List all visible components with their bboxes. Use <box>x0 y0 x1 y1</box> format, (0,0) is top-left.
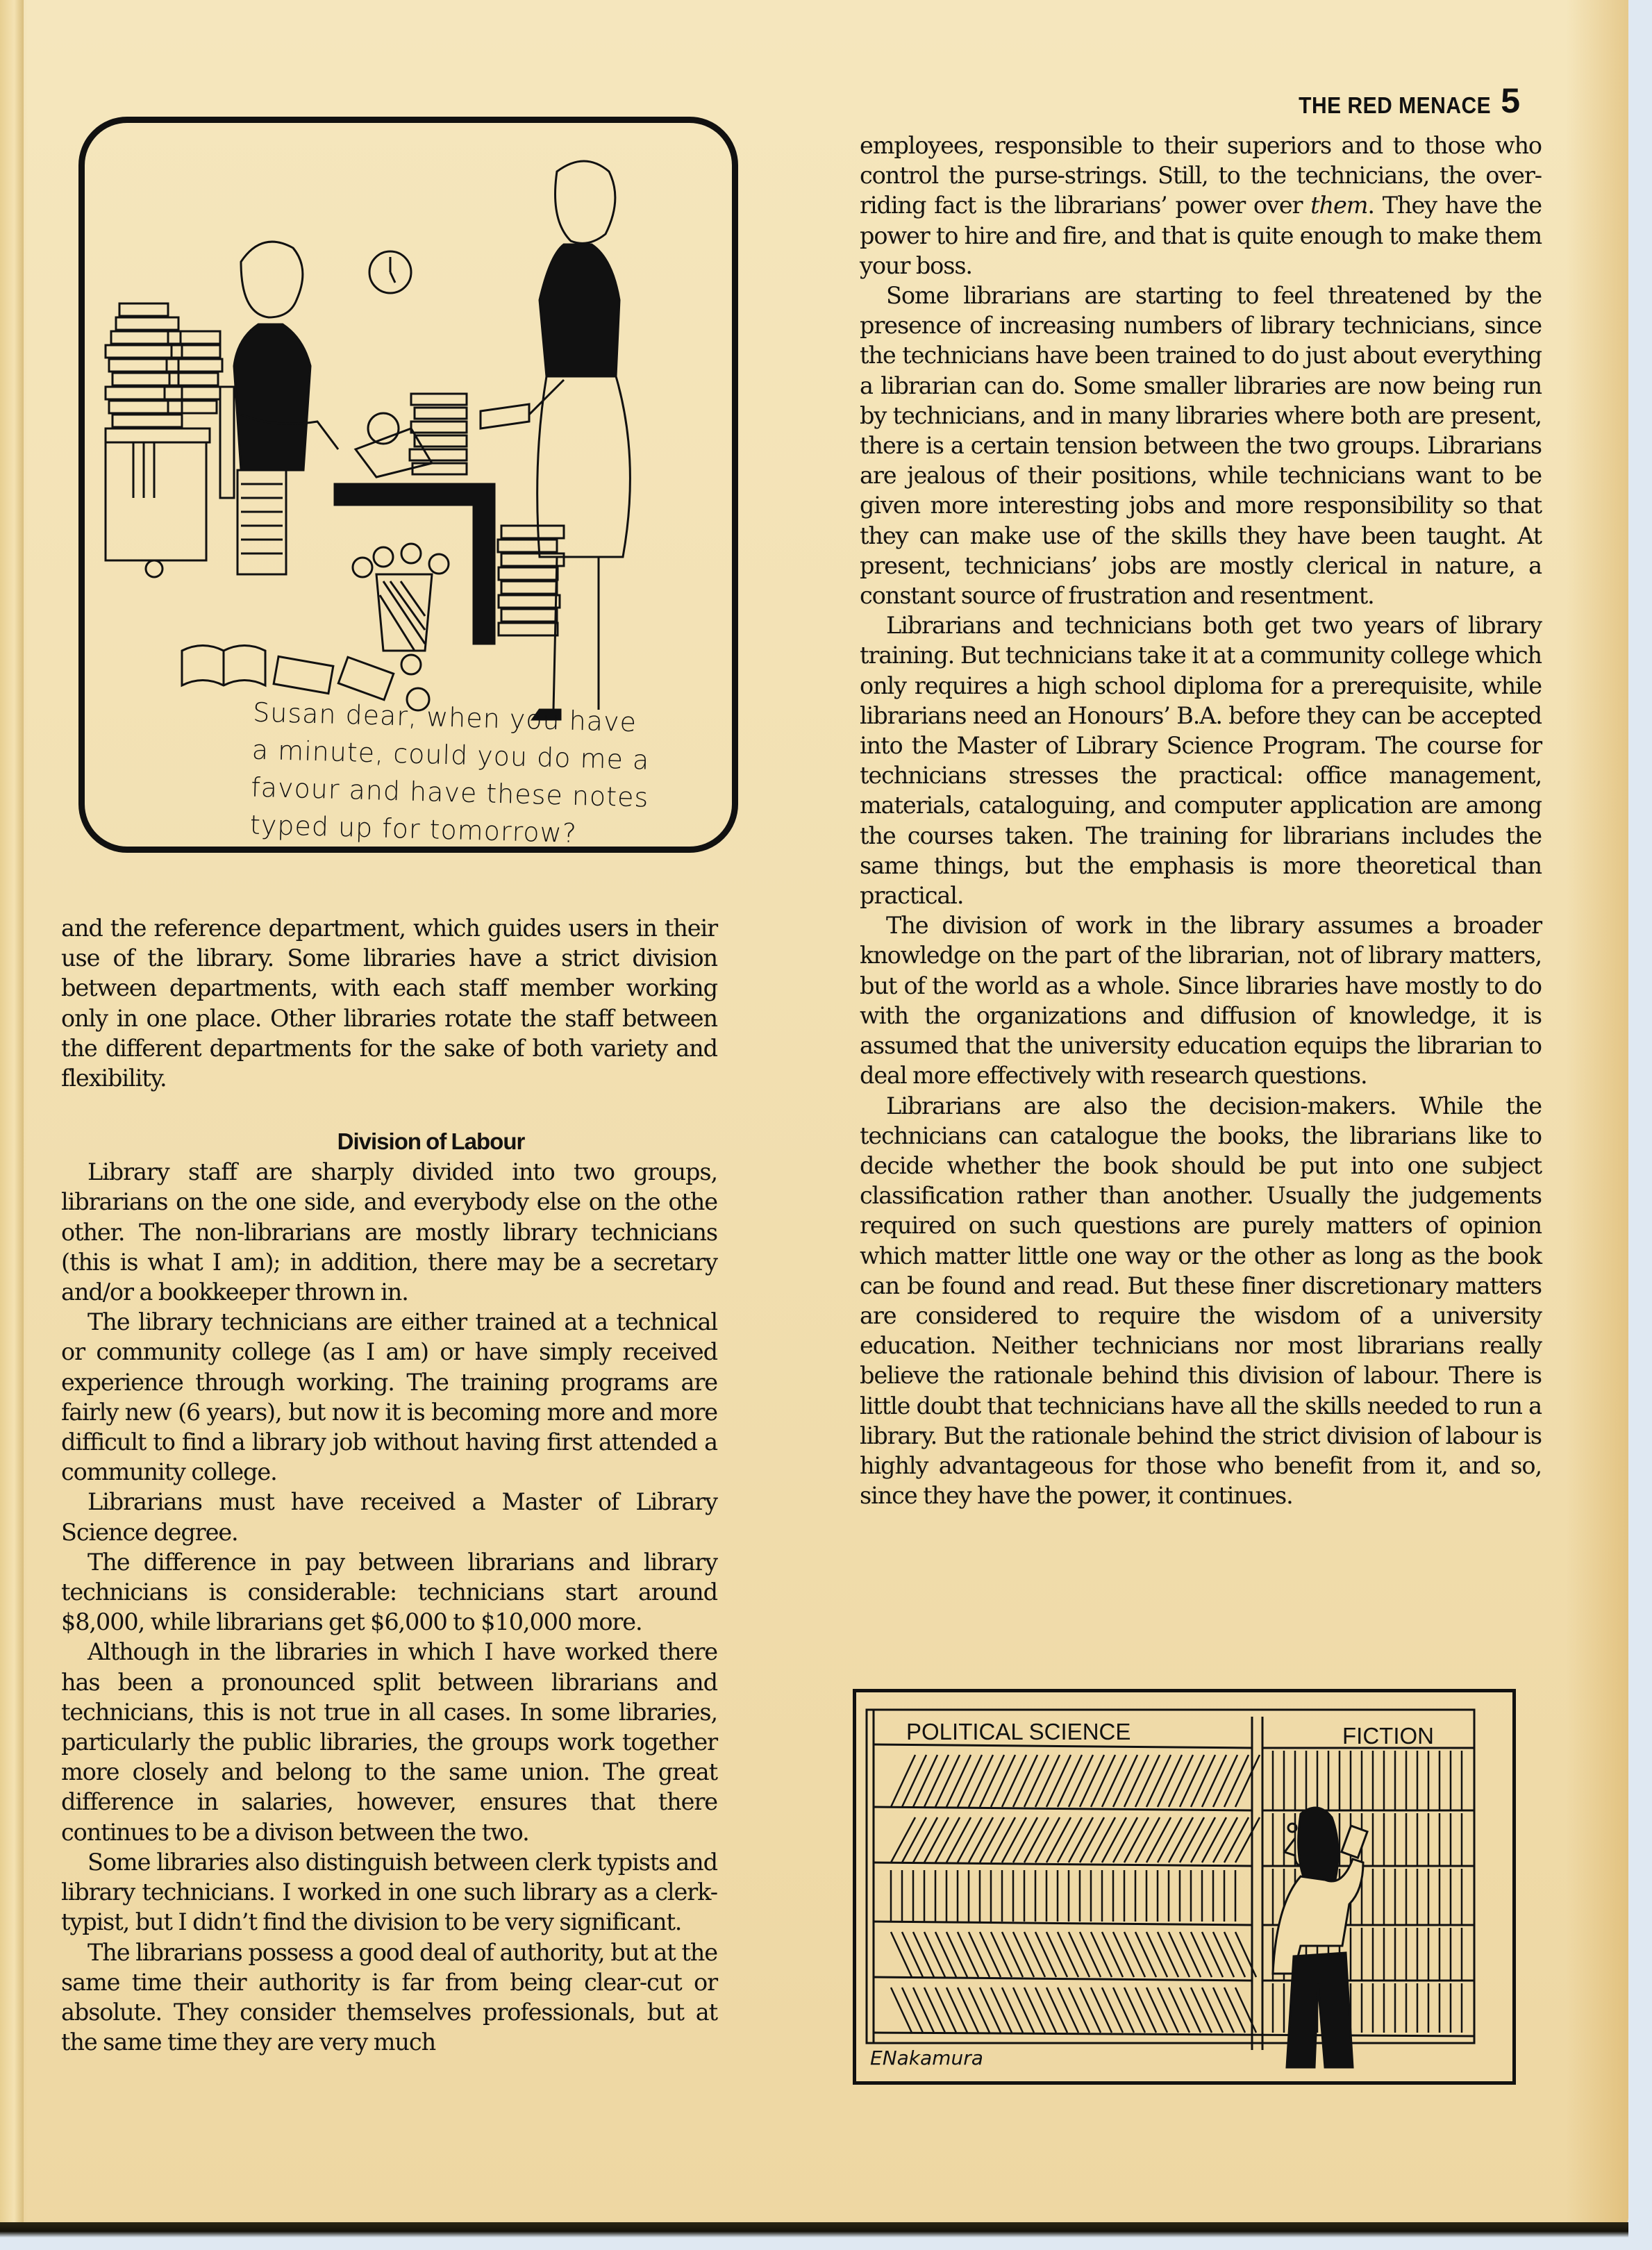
book-spine <box>891 1755 915 1807</box>
book-spine <box>924 1755 949 1807</box>
book-spine <box>935 1755 960 1807</box>
book-spines <box>891 1751 1462 2033</box>
book-spine <box>1191 1755 1215 1807</box>
book-spine <box>1091 1932 1112 1977</box>
book-spine <box>913 1817 937 1862</box>
book-spine <box>935 1988 956 2033</box>
article-column-right <box>860 131 1542 1510</box>
book-spine <box>1024 1817 1049 1862</box>
book-spine <box>1135 1932 1156 1977</box>
text-run: employees, responsible to their superiors and to those who control the purse-strings. Still, to the technicians, the over-riding fact is the librarians’ power over <box>860 132 1542 219</box>
book-spine <box>1102 1755 1126 1807</box>
book-spine <box>1124 1932 1145 1977</box>
book-spine <box>1080 1932 1101 1977</box>
article-paragraph: Some libraries also distinguish between clerk typists and library technicians. I worked in one such library as a clerk-typist, but I didn’t find the division to be very significant. <box>61 1848 717 1936</box>
book-spine <box>913 1932 934 1977</box>
book-spine <box>1002 1817 1026 1862</box>
book-spine <box>1202 1817 1226 1862</box>
book-spine <box>1124 1755 1149 1807</box>
book-spine <box>1180 1932 1201 1977</box>
book-spine <box>902 1988 923 2033</box>
book-spine <box>1080 1817 1104 1862</box>
book-spine <box>1058 1988 1078 2033</box>
page-spine-edge <box>0 0 24 2228</box>
book-spine <box>958 1755 982 1807</box>
article-paragraph: Library staff are sharply divided into two groups, librarians on the one side, and everybody else on the othe other. The non-librarians are mostly library technicians (this is what I am); in addition, there may be a secretary and/or a bookkeeper thrown in. <box>61 1158 717 1306</box>
book-spine <box>1224 1988 1245 2033</box>
book-spine <box>891 1988 912 2033</box>
caption-line: Susan dear, when you have <box>252 697 637 738</box>
article-paragraph: Although in the libraries in which I have worked there has been a pronounced split between librarians and technicians, this is not true in all cases. In some libraries, particularly the public libraries, the groups work together more closely and belong to the same union. The great difference in salaries, however, ensures that there continues to be a divison between the two. <box>61 1638 717 1846</box>
book-spine <box>1224 1932 1245 1977</box>
book-spine <box>991 1988 1012 2033</box>
book-spine <box>946 1932 967 1977</box>
caption-line: a minute, could you do me a <box>251 734 650 776</box>
book-spine <box>1158 1988 1178 2033</box>
book-spine <box>1024 1988 1045 2033</box>
book-spine <box>902 1755 926 1807</box>
book-spine <box>1024 1932 1045 1977</box>
book-spine <box>1113 1988 1134 2033</box>
section-heading: Division of Labour <box>337 1128 525 1155</box>
book-spine <box>1013 1817 1037 1862</box>
book-spine <box>1135 1755 1160 1807</box>
caption-line: favour and have these notes <box>250 772 649 813</box>
article-paragraph: The library technicians are either trained at a technical or community college (as I am) or have simply received experience through working. The training programs are fairly new (6 years), but now it is becoming more and more difficult to find a library job without having first attended a community college. <box>61 1308 717 1486</box>
cartoon-speech-caption <box>249 694 697 856</box>
artist-signature: ENakamura <box>870 2047 983 2069</box>
book-spine <box>1169 1755 1193 1807</box>
article-paragraph: The difference in pay between librarians and library technicians is considerable: technicians start around $8,000, while librarians get $6,000 to $10,000 more. <box>61 1548 717 1636</box>
article-paragraph: Some librarians are starting to feel threatened by the presence of increasing numbers of library technicians, since the technicians have been trained to do just about everything a librarian can do. Some smaller libraries are now being run by technicians, and in many libraries where both are present, there is a certain tension between the two groups. Librarians are jealous of their positions, while technicians want to be given more interesting jobs and more responsibility so that they can make use of the skills they have been taught. At present, technicians’ jobs are mostly clerical in nature, a constant source of frustration and resentment. <box>860 282 1542 610</box>
book-spine <box>1191 1988 1212 2033</box>
page-bottom-edge-shadow <box>0 2222 1628 2238</box>
book-spine <box>1202 1932 1223 1977</box>
book-spine <box>935 1932 956 1977</box>
book-spine <box>1046 1755 1071 1807</box>
book-spine <box>969 1988 990 2033</box>
book-spine <box>980 1817 1004 1862</box>
book-spine <box>924 1932 945 1977</box>
page-number: 5 <box>1501 81 1520 120</box>
book-spine <box>1091 1988 1112 2033</box>
book-stack-left <box>106 303 222 577</box>
book-spine <box>913 1988 934 2033</box>
book-spine <box>1146 1988 1167 2033</box>
book-spine <box>1146 1817 1171 1862</box>
book-spine <box>1035 1988 1056 2033</box>
book-spine <box>935 1817 960 1862</box>
book-spine <box>958 1932 978 1977</box>
book-spine <box>1046 1988 1067 2033</box>
book-spine <box>946 1817 971 1862</box>
book-spine <box>969 1755 993 1807</box>
book-spine <box>1002 1755 1026 1807</box>
book-spine <box>1113 1755 1137 1807</box>
book-spine <box>1213 1817 1237 1862</box>
caption-line: typed up for tomorrow? <box>249 809 578 849</box>
book-spine <box>924 1817 949 1862</box>
book-spine <box>1180 1817 1204 1862</box>
book-spine <box>1069 1988 1090 2033</box>
book-spine <box>902 1817 926 1862</box>
book-spine <box>1091 1817 1115 1862</box>
book-spine <box>946 1988 967 2033</box>
book-spine <box>1069 1932 1090 1977</box>
book-spine <box>1158 1932 1178 1977</box>
book-spine <box>946 1755 971 1807</box>
typewriter-desk <box>335 394 564 644</box>
book-spine <box>969 1932 990 1977</box>
book-spine <box>1158 1755 1182 1807</box>
book-spine <box>1013 1932 1034 1977</box>
book-spine <box>1035 1755 1060 1807</box>
book-spine <box>1135 1817 1160 1862</box>
book-spine <box>1058 1932 1078 1977</box>
book-spine <box>1102 1932 1123 1977</box>
book-spine <box>891 1817 915 1862</box>
book-spine <box>1213 1755 1237 1807</box>
book-spine <box>1146 1755 1171 1807</box>
book-spine <box>1169 1932 1190 1977</box>
book-spine <box>1180 1755 1204 1807</box>
book-spine <box>1158 1817 1182 1862</box>
reader-figure <box>1273 1808 1367 2067</box>
book-spine <box>1058 1817 1082 1862</box>
book-spine <box>969 1817 993 1862</box>
book-spine <box>958 1817 982 1862</box>
book-spine <box>1102 1988 1123 2033</box>
book-spine <box>1113 1817 1137 1862</box>
wastebasket <box>353 544 449 651</box>
article-paragraph-continued <box>860 131 1542 281</box>
book-spine <box>1035 1817 1060 1862</box>
book-spine <box>980 1932 1001 1977</box>
article-paragraph: The librarians possess a good deal of authority, but at the same time their authority is far from being clear-cut or absolute. They consider themselves professionals, but at the same time they are very much <box>61 1938 717 2056</box>
emphasized-text: them <box>1310 192 1368 219</box>
book-spine <box>1091 1755 1115 1807</box>
book-spine <box>991 1932 1012 1977</box>
book-spine <box>1191 1817 1215 1862</box>
book-spine <box>1058 1755 1082 1807</box>
book-spine <box>1169 1988 1190 2033</box>
book-spine <box>980 1988 1001 2033</box>
running-head <box>1299 81 1520 121</box>
book-spine <box>991 1755 1015 1807</box>
book-spine <box>1135 1988 1156 2033</box>
book-spine <box>1146 1932 1167 1977</box>
book-spine <box>1080 1988 1101 2033</box>
book-spine <box>958 1988 978 2033</box>
book-spine <box>1213 1932 1234 1977</box>
book-spine <box>902 1932 923 1977</box>
article-column-left <box>61 913 717 2057</box>
book-spine <box>1213 1988 1234 2033</box>
bookshelf-drawing <box>856 1692 1512 2081</box>
cartoon-bookshelves <box>853 1689 1516 2085</box>
book-spine <box>1002 1988 1023 2033</box>
book-spine <box>1124 1817 1149 1862</box>
book-spine <box>1035 1932 1056 1977</box>
article-paragraph: The division of work in the library assumes a broader knowledge on the part of the librarian, not of library matters, but of the world as a whole. Since libraries have mostly to do with the organizations and diffusion of knowledge, it is assumed that the university education equips the librarian to deal more effectively with research questions. <box>860 912 1542 1090</box>
book-spine <box>1046 1932 1067 1977</box>
publication-title: THE RED MENACE <box>1299 93 1492 119</box>
book-spine <box>1235 1755 1260 1807</box>
book-spine <box>1180 1988 1201 2033</box>
article-paragraph: and the reference department, which guides users in their use of the library. Some libraries have a strict division between departments, with each staff member working only in one place. Other libraries rotate the staff between the different departments for the sake of both variety and flexibility. <box>61 915 717 1092</box>
article-paragraph: Librarians and technicians both get two years of library training. But technicians take it at a community college which only requires a high school diploma for a prerequisite, while librarians need an Honours’ B.A. before they can be accepted into the Master of Library Science Program. The course for technicians stresses the practical: office management, materials, cataloguing, and computer application are among the courses taken. The training for librarians includes the same things, but the emphasis is more theoretical than practical. <box>860 612 1542 910</box>
book-spine <box>924 1988 945 2033</box>
book-spine <box>1169 1817 1193 1862</box>
book-spine <box>913 1755 937 1807</box>
text-run: . They have the power to hire and fire, and that is quite enough to make them your boss. <box>860 192 1542 279</box>
book-spine <box>1013 1755 1037 1807</box>
book-spine <box>1069 1755 1093 1807</box>
article-paragraph: Librarians must have received a Master of Library Science degree. <box>61 1488 717 1546</box>
book-spine <box>1224 1817 1249 1862</box>
book-spine <box>1002 1932 1023 1977</box>
book-spine <box>1024 1755 1049 1807</box>
book-spine <box>1202 1988 1223 2033</box>
book-spine <box>1235 1817 1260 1862</box>
book-spine <box>1102 1817 1126 1862</box>
article-paragraph: Librarians are also the decision-makers. While the technicians can catalogue the books, the librarians like to decide whether the book should be put into one subject classification rather than another. Usually the judgements required on such questions are purely matters of opinion which matter little one way or the other as long as the book can be found and read. But these finer discretionary matters are considered to require the wisdom of a university education. Neither technicians nor most librarians really believe the rationale behind this division of labour. There is little doubt that technicians have all the skills needed to run a library. But the rationale behind the strict division of labour is highly advantageous for those who benefit from it, and so, since they have the power, it continues. <box>860 1092 1542 1510</box>
book-spine <box>991 1817 1015 1862</box>
book-spine <box>1080 1755 1104 1807</box>
shelf-label-political-science: POLITICAL SCIENCE <box>906 1719 1131 1744</box>
book-spine <box>1124 1988 1145 2033</box>
book-spine <box>1191 1932 1212 1977</box>
cartoon-typist <box>78 117 738 853</box>
shelf-label-fiction: FICTION <box>1342 1723 1434 1749</box>
book-spine <box>980 1755 1004 1807</box>
book-spine <box>1046 1817 1071 1862</box>
typist-figure <box>220 242 338 574</box>
book-spine <box>1069 1817 1093 1862</box>
book-spine <box>1113 1932 1134 1977</box>
book-spine <box>1202 1755 1226 1807</box>
book-spine <box>891 1932 912 1977</box>
book-spine <box>1224 1755 1249 1807</box>
book-spine <box>1013 1988 1034 2033</box>
